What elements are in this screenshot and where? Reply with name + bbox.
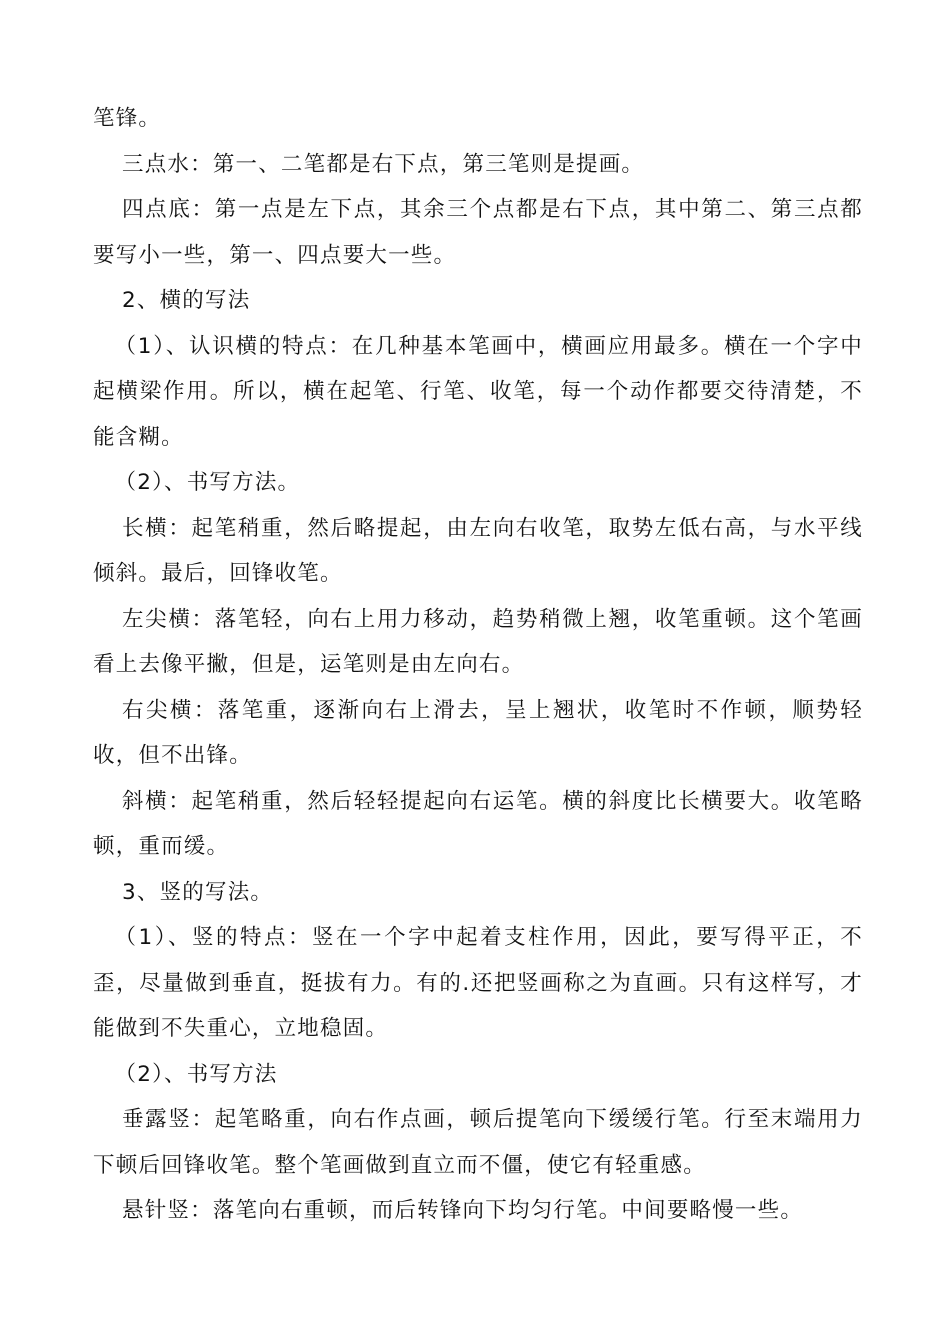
paragraph-13: 垂露竖：起笔略重，向右作点画，顿后提笔向下缓缓行笔。行至末端用力下顿后回锋收笔。整个笔画做到直立而不僵，使它有轻重感。: [93, 1107, 863, 1178]
section-heading-2: 2、横的写法: [122, 288, 251, 313]
subheading-12: （2）、书写方法: [114, 1061, 278, 1087]
paragraph-11: （1）、竖的特点：竖在一个字中起着支柱作用，因此，要写得平正，不歪，尽量做到垂直，挺拔有力。有的.还把竖画称之为直画。只有这样写，才能做到不失重心，立地稳固。: [93, 925, 863, 1041]
paragraph-4: （1）、认识横的特点：在几种基本笔画中，横画应用最多。横在一个字中起横梁作用。所以，横在起笔、行笔、收笔，每一个动作都要交待清楚，不能含糊。: [93, 333, 863, 450]
paragraph-8: 右尖横：落笔重，逐渐向右上滑去，呈上翘状，收笔时不作顿，顺势轻收，但不出锋。: [93, 697, 863, 768]
paragraph-0: 笔锋。: [93, 106, 162, 131]
document-body: [93, 96, 863, 1234]
paragraph-7: 左尖横：落笔轻，向右上用力移动，趋势稍微上翘，收笔重顿。这个笔画看上去像平撇，但是，运笔则是由左向右。: [93, 606, 863, 677]
subheading-5: （2）、书写方法。: [114, 470, 301, 495]
paragraph-9: 斜横：起笔稍重，然后轻轻提起向右运笔。横的斜度比长横要大。收笔略顿，重而缓。: [93, 788, 863, 859]
paragraph-2: 四点底：第一点是左下点，其余三个点都是右下点，其中第二、第三点都要写小一些，第一、四点要大一些。: [93, 197, 863, 268]
paragraph-1: 三点水：第一、二笔都是右下点，第三笔则是提画。: [122, 151, 645, 177]
paragraph-6: 长横：起笔稍重，然后略提起，由左向右收笔，取势左低右高，与水平线倾斜。最后，回锋收笔。: [93, 515, 863, 586]
paragraph-14: 悬针竖：落笔向右重顿，而后转锋向下均匀行笔。中间要略慢一些。: [122, 1198, 804, 1223]
section-heading-3: 3、竖的写法。: [122, 879, 274, 905]
